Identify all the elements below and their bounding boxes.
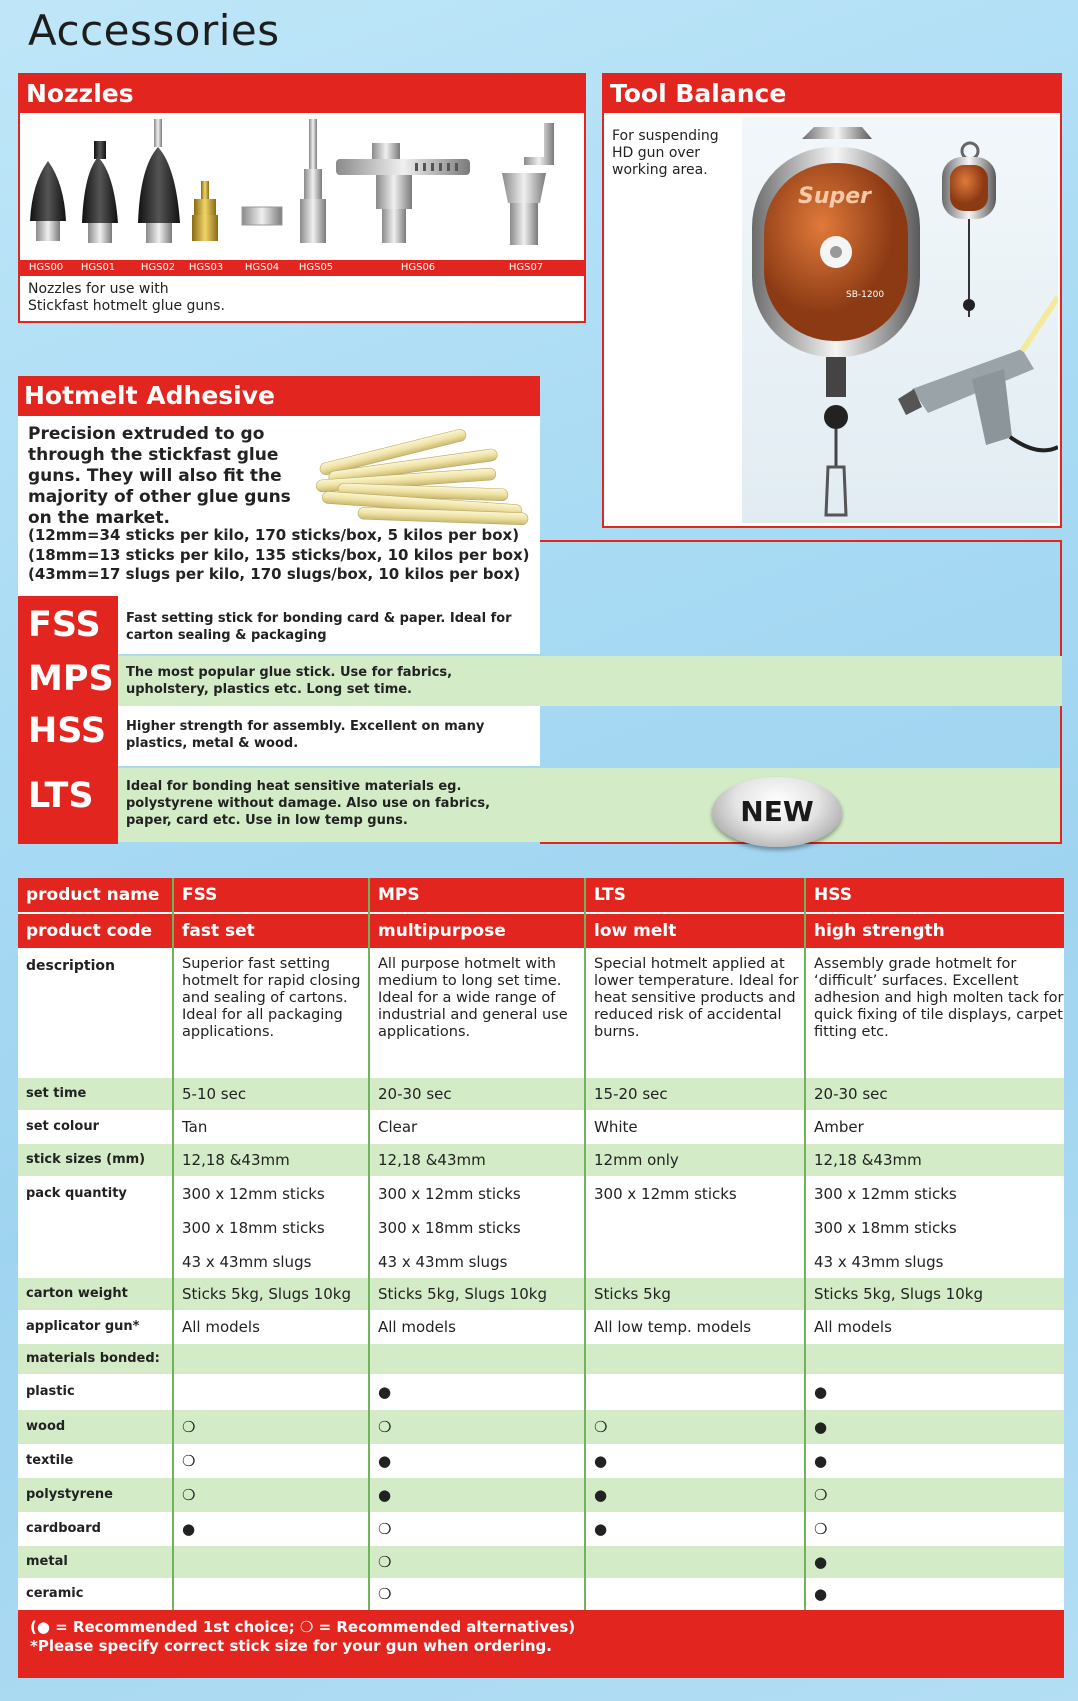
table-row-textile	[18, 1444, 1064, 1478]
rating-mark: ●	[378, 1486, 392, 1504]
nozzles-illustration	[20, 113, 584, 260]
pack-line: 43 x 43mm slugs	[182, 1253, 312, 1271]
table-cell: Superior fast setting hotmelt for rapid closing and sealing of cartons. Ideal for all packaging applications.	[182, 956, 361, 1040]
rating-mark: ●	[814, 1553, 828, 1571]
nozzles-heading: Nozzles	[20, 75, 584, 113]
table-header-cell: MPS	[378, 885, 420, 905]
pack-line: 43 x 43mm slugs	[378, 1253, 508, 1271]
rating-mark: ❍	[814, 1520, 828, 1538]
table-row-set-colour	[18, 1110, 1064, 1144]
pack-line: 300 x 12mm sticks	[814, 1185, 957, 1203]
tool-balance-photo	[742, 117, 1058, 523]
legend-note: (● = Recommended 1st choice; ❍ = Recommended alternatives)	[30, 1618, 576, 1636]
type-desc-hss: Higher strength for assembly. Excellent on many plastics, metal & wood.	[126, 719, 485, 751]
table-cell	[370, 1176, 586, 1278]
table-cell: Assembly grade hotmelt for ‘difficult’ surfaces. Excellent adhesion and high molten tack for quick fixing of tile displays, carpet fitting etc.	[814, 956, 1064, 1040]
table-cell: All models	[182, 1318, 260, 1336]
table-row-plastic	[18, 1374, 1064, 1410]
table-row-label: set colour	[26, 1119, 99, 1134]
table-cell: All low temp. models	[594, 1318, 752, 1336]
table-row-metal	[18, 1546, 1064, 1578]
table-header-label: product name	[26, 885, 160, 905]
table-cell: 15-20 sec	[594, 1085, 668, 1103]
table-row-ceramic	[18, 1578, 1064, 1610]
rating-mark	[174, 1374, 370, 1410]
table-cell: Sticks 5kg, Slugs 10kg	[182, 1285, 351, 1303]
table-header-label: product code	[26, 921, 153, 941]
tool-balance-heading: Tool Balance	[604, 75, 1060, 113]
rating-mark: ❍	[182, 1452, 196, 1470]
rating-mark: ❍	[182, 1418, 196, 1436]
nozzle-hgs07	[502, 123, 554, 245]
table-cell: 12,18 &43mm	[182, 1151, 290, 1169]
table-cell: 20-30 sec	[814, 1085, 888, 1103]
rating-mark: ●	[182, 1520, 196, 1538]
table-row-pack-quantity	[18, 1176, 1064, 1278]
rating-mark: ❍	[814, 1486, 828, 1504]
table-cell: Sticks 5kg, Slugs 10kg	[378, 1285, 547, 1303]
table-cell: 12mm only	[594, 1151, 679, 1169]
rating-mark: ●	[814, 1418, 828, 1436]
table-footnote	[18, 1610, 1064, 1678]
table-row-product-name	[18, 878, 1064, 912]
column-divider	[804, 878, 806, 1610]
table-cell: 12,18 &43mm	[378, 1151, 486, 1169]
table-cell: Amber	[814, 1118, 864, 1136]
table-row-label: applicator gun*	[26, 1319, 140, 1334]
rating-mark: ❍	[378, 1553, 392, 1571]
table-cell: Special hotmelt applied at lower temperature. Ideal for heat sensitive products and reduced risk of accidental burns.	[594, 956, 799, 1040]
column-divider	[368, 878, 370, 1610]
rating-mark	[174, 1578, 370, 1610]
stick-size-line: (12mm=34 sticks per kilo, 170 sticks/box, 5 kilos per box)	[28, 526, 520, 544]
rating-mark: ❍	[378, 1585, 392, 1603]
rating-mark: ●	[378, 1383, 392, 1401]
nozzle-code: HGS07	[508, 262, 544, 273]
nozzle-hgs02	[138, 119, 180, 243]
glue-sticks-image	[308, 416, 540, 526]
nozzle-code: HGS06	[400, 262, 436, 273]
rating-mark: ●	[594, 1452, 608, 1470]
hotmelt-intro: Precision extruded to go through the stickfast glue guns. They will also fit the majority of other glue guns on the market.	[28, 424, 291, 528]
big-balancer	[752, 127, 920, 515]
table-cell: All models	[378, 1318, 456, 1336]
table-row-label: textile	[26, 1453, 74, 1468]
nozzle-hgs06	[336, 143, 470, 243]
table-cell	[174, 1176, 370, 1278]
table-header-cell: FSS	[182, 885, 218, 905]
table-row-label: polystyrene	[26, 1487, 113, 1502]
table-row-stick-sizes	[18, 1144, 1064, 1176]
table-row-label: wood	[26, 1419, 66, 1434]
column-divider	[172, 878, 174, 1610]
rating-mark: ❍	[594, 1418, 608, 1436]
type-desc-mps: The most popular glue stick. Use for fabrics, upholstery, plastics etc. Long set time.	[126, 665, 453, 697]
table-row-label: set time	[26, 1086, 87, 1101]
nozzle-hgs04	[242, 207, 282, 225]
table-cell: Tan	[182, 1118, 208, 1136]
balancer-model: SB-1200	[846, 290, 885, 300]
nozzles-panel	[18, 73, 586, 323]
rating-mark: ●	[594, 1486, 608, 1504]
product-table	[18, 878, 1064, 1678]
table-header-cell: low melt	[594, 921, 677, 941]
table-row-polystyrene	[18, 1478, 1064, 1512]
pack-line: 300 x 12mm sticks	[182, 1185, 325, 1203]
ordering-note: *Please specify correct stick size for your gun when ordering.	[30, 1637, 552, 1655]
table-row-label: description	[26, 958, 115, 974]
table-row-product-code	[18, 914, 1064, 948]
table-header-cell: fast set	[182, 921, 255, 941]
table-row-label: plastic	[26, 1384, 75, 1399]
rating-mark: ●	[814, 1452, 828, 1470]
table-row-applicator-gun	[18, 1310, 1064, 1344]
rating-mark	[586, 1374, 806, 1410]
rating-mark: ❍	[378, 1520, 392, 1538]
pack-line: 43 x 43mm slugs	[814, 1253, 944, 1271]
table-row-wood	[18, 1410, 1064, 1444]
table-cell	[806, 1176, 1064, 1278]
nozzles-photo	[20, 113, 584, 260]
table-row-cardboard	[18, 1512, 1064, 1546]
rating-mark: ❍	[378, 1418, 392, 1436]
tool-balance-panel	[602, 73, 1062, 528]
page-title: Accessories	[28, 6, 280, 55]
rating-mark	[174, 1546, 370, 1578]
type-code-mps: MPS	[18, 654, 118, 704]
pack-line: 300 x 12mm sticks	[378, 1185, 521, 1203]
rating-mark	[586, 1546, 806, 1578]
new-badge: NEW	[712, 777, 842, 847]
nozzle-code: HGS01	[80, 262, 116, 273]
nozzle-hgs01	[82, 141, 118, 243]
type-desc-lts: Ideal for bonding heat sensitive materials eg. polystyrene without damage. Also use on fabrics, paper, card etc. Use in low temp guns.	[126, 779, 491, 828]
tool-balance-description: For suspending HD gun over working area.	[612, 128, 719, 178]
nozzle-hgs03	[192, 181, 218, 241]
rating-mark: ●	[814, 1383, 828, 1401]
table-cell: 12,18 &43mm	[814, 1151, 922, 1169]
table-row-label: metal	[26, 1554, 68, 1569]
table-row-label: materials bonded:	[26, 1351, 160, 1366]
rating-mark: ●	[378, 1452, 392, 1470]
table-header-cell: multipurpose	[378, 921, 506, 941]
table-cell: Sticks 5kg	[594, 1285, 671, 1303]
table-row-set-time	[18, 1078, 1064, 1110]
table-header-cell: LTS	[594, 885, 626, 905]
rating-mark	[586, 1578, 806, 1610]
nozzles-description: Nozzles for use with Stickfast hotmelt glue guns.	[28, 281, 225, 314]
pack-line: 300 x 18mm sticks	[814, 1219, 957, 1237]
type-code-lts: LTS	[18, 768, 118, 824]
rating-mark: ●	[814, 1585, 828, 1603]
table-row-description	[18, 948, 1064, 1078]
table-row-label: ceramic	[26, 1586, 84, 1601]
balancer-brand: Super	[798, 184, 872, 209]
table-row-carton-weight	[18, 1278, 1064, 1310]
pack-line: 300 x 12mm sticks	[594, 1185, 737, 1203]
table-row-label: carton weight	[26, 1286, 128, 1301]
nozzle-code: HGS00	[28, 262, 64, 273]
table-header-cell: HSS	[814, 885, 852, 905]
table-row-label: stick sizes (mm)	[26, 1152, 146, 1167]
nozzle-code: HGS04	[244, 262, 280, 273]
table-cell: 5-10 sec	[182, 1085, 247, 1103]
nozzle-code: HGS02	[140, 262, 176, 273]
table-cell: Sticks 5kg, Slugs 10kg	[814, 1285, 983, 1303]
type-code-fss: FSS	[18, 596, 118, 654]
nozzle-code: HGS05	[298, 262, 334, 273]
nozzle-hgs00	[30, 161, 66, 241]
type-desc-fss: Fast setting stick for bonding card & paper. Ideal for carton sealing & packaging	[126, 611, 512, 643]
column-divider	[584, 878, 586, 1610]
tool-balance-illustration	[742, 117, 1058, 523]
table-row-label: pack quantity	[26, 1186, 127, 1201]
stick-size-list	[28, 526, 530, 585]
table-header-cell: high strength	[814, 921, 945, 941]
table-cell: All models	[814, 1318, 892, 1336]
table-cell: 20-30 sec	[378, 1085, 452, 1103]
glue-gun-image	[898, 297, 1058, 450]
hotmelt-heading: Hotmelt Adhesive	[18, 376, 540, 416]
table-cell: All purpose hotmelt with medium to long set time. Ideal for a wide range of industrial and general use applications.	[378, 956, 568, 1040]
type-code-hss: HSS	[18, 706, 118, 756]
rating-mark: ❍	[182, 1486, 196, 1504]
pack-line: 300 x 18mm sticks	[182, 1219, 325, 1237]
rating-mark: ●	[594, 1520, 608, 1538]
table-row-materials-bonded	[18, 1344, 1064, 1374]
small-balancer	[942, 143, 996, 317]
table-row-label: cardboard	[26, 1521, 101, 1536]
table-cell: Clear	[378, 1118, 418, 1136]
nozzle-code-strip	[20, 260, 584, 276]
stick-size-line: (18mm=13 sticks per kilo, 135 sticks/box, 10 kilos per box)	[28, 545, 530, 564]
stick-size-line: (43mm=17 slugs per kilo, 170 slugs/box, 10 kilos per box)	[28, 565, 521, 583]
nozzle-code: HGS03	[188, 262, 224, 273]
nozzle-hgs05	[300, 119, 326, 243]
table-cell: White	[594, 1118, 638, 1136]
pack-line: 300 x 18mm sticks	[378, 1219, 521, 1237]
table-cell	[586, 1176, 806, 1278]
